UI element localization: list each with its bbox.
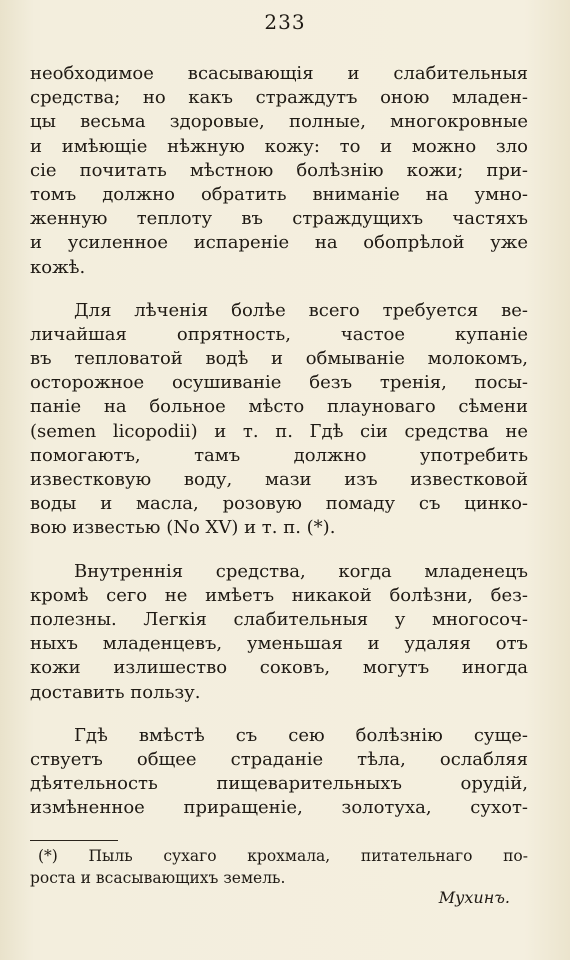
text-line: помогаютъ, тамъ должно употребить (30, 444, 528, 466)
text-line: сіе почитать мѣстною болѣзнію кожи; при- (30, 159, 528, 181)
text-line: паніе на больное мѣсто плауноваго сѣмени (30, 396, 528, 418)
text-line: полезны. Легкія слабительныя у многосоч- (30, 608, 528, 630)
text-line: (semen licopodii) и т. п. Гдѣ сіи средства не (30, 420, 528, 442)
text-line: Гдѣ вмѣстѣ съ сею болѣзнію суще- (74, 724, 528, 746)
text-line: томъ должно обратить вниманіе на умно- (30, 183, 528, 205)
paragraph (30, 62, 528, 280)
text-line: необходимое всасывающія и слабительныя (30, 63, 528, 84)
text-line: кожѣ. (30, 256, 86, 278)
footnote-line: роста и всасывающихъ земель. (30, 869, 286, 887)
paragraph (30, 299, 528, 541)
footnote (30, 845, 528, 889)
text-line: кромѣ сего не имѣетъ никакой болѣзни, без- (30, 584, 528, 606)
text-line: цы весьма здоровые, полные, многокровные (30, 111, 528, 133)
text-line: Для лѣченія болѣе всего требуется ве- (74, 299, 528, 321)
footnote-divider (30, 840, 118, 841)
text-line: и имѣющіе нѣжную кожу: то и можно зло (30, 135, 528, 157)
text-line: кожи излишество соковъ, могутъ иногда (30, 657, 528, 679)
text-line: въ тепловатой водѣ и обмываніе молокомъ, (30, 348, 528, 370)
text-line: воды и масла, розовую помаду съ цинко- (30, 493, 528, 515)
text-line: дѣятельность пищеварительныхъ орудій, (30, 773, 528, 795)
text-line: измѣненное приращеніе, золотуха, сухот- (30, 797, 528, 819)
paragraph (30, 560, 528, 705)
paragraph (30, 724, 528, 821)
footnote-line: (*) Пыль сухаго крохмала, питательнаго по- (38, 847, 528, 865)
text-line: Внутреннія средства, когда младенецъ (74, 560, 528, 582)
text-line: женную теплоту въ страждущихъ частяхъ (30, 208, 528, 230)
text-line: доставить пользу. (30, 681, 201, 703)
text-line: и усиленное испареніе на обопрѣлой уже (30, 232, 528, 254)
text-line: известковую воду, мази изъ известковой (30, 469, 528, 490)
text-line: личайшая опрятность, частое купаніе (30, 323, 528, 345)
main-text (30, 62, 528, 820)
text-line: осторожное осушиваніе безъ тренія, посы- (30, 372, 528, 394)
text-line: ныхъ младенцевъ, уменьшая и удаляя отъ (30, 633, 528, 655)
page-number: 233 (264, 10, 306, 34)
footnote-signature: Мухинъ. (438, 888, 510, 907)
text-line: средства; но какъ страждутъ оною младен- (30, 87, 528, 109)
text-line: ствуетъ общее страданіе тѣла, ослабляя (30, 748, 528, 770)
text-line: вою известью (No XV) и т. п. (*). (30, 517, 336, 539)
